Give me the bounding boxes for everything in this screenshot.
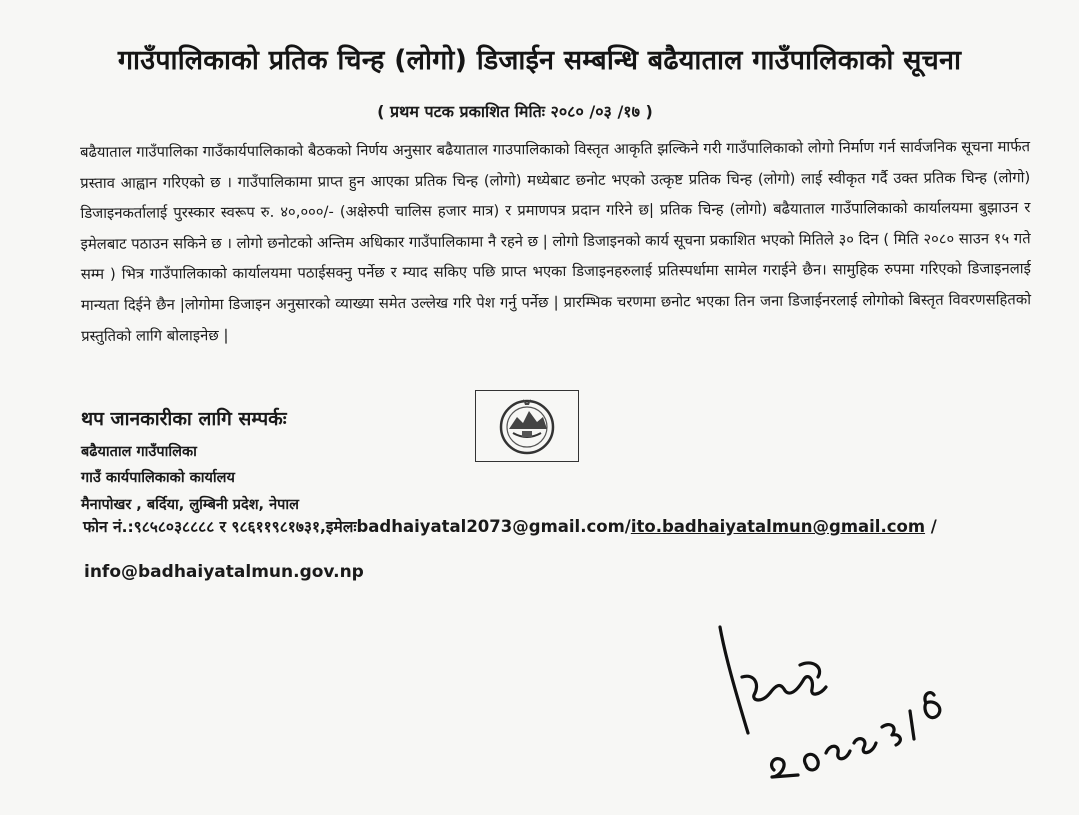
publication-date: ( प्रथम पटक प्रकाशित मितिः २०८० /०३ /१७ ) xyxy=(377,102,653,121)
email-link-1[interactable]: badhaiyatal2073@gmail.com xyxy=(356,517,625,536)
logo-frame xyxy=(475,390,579,462)
email-trailing-separator: / xyxy=(925,517,937,536)
notice-body: बढैयाताल गाउँपालिका गाउँकार्यपालिकाको बैठकको निर्णय अनुसार बढैयाताल गाउपालिकाको विस्तृत आकृति झल्किने गरी गाउँपालिकाको लोगो निर्माण गर्न सार्वजनिक सूचना मार्फत प्रस्ताव आह्वान गरिएको छ । गाउँपालिकामा प्राप्त हुन आएका प्रतिक चिन्ह (लोगो) मध्येबाट छनोट भएको उत्कृष्ट प्रतिक चिन्ह (लोगो) लाई स्वीकृत गर्दै उक्त प्रतिक चिन्ह (लोगो) डिजाइनकर्तालाई पुरस्कार स्वरूप रु. ४०,०००/- (अक्षेरुपी चालिस हजार मात्र) र प्रमाणपत्र प्रदान गरिने छ| प्रतिक चिन्ह (लोगो) बढैयाताल गाउँपालिकाको कार्यालयमा बुझाउन र इमेलबाट पठाउन सकिने छ । लोगो छनोटको अन्तिम अधिकार गाउँपालिकामा नै रहने छ | लोगो डिजाइनको कार्य सूचना प्रकाशित भएको मितिले ३० दिन ( मिति २०८० साउन १५ गते सम्म ) भित्र गाउँपालिकाको कार्यालयमा पठाईसक्नु पर्नेछ र म्याद सकिए पछि प्राप्त भएका डिजाइनहरुलाई प्रतिस्पर्धामा सामेल गराईने छैन। सामुहिक रुपमा गरिएको डिजाइनलाई मान्यता दिईने छैन |लोगोमा डिजाइन अनुसारको व्याख्या समेत उल्लेख गरि पेश गर्नु पर्नेछ | प्रारम्भिक चरणमा छनोट भएका तिन जना डिजाईनरलाई लोगोको बिस्तृत विवरणसहितको प्रस्तुतिको लागि बोलाइनेछ | xyxy=(80,138,1032,345)
contact-heading: थप जानकारीका लागि सम्पर्कः xyxy=(81,408,287,430)
notice-title: गाउँपालिकाको प्रतिक चिन्ह (लोगो) डिजाईन सम्बन्धि बढैयाताल गाउँपालिकाको सूचना xyxy=(117,45,962,76)
contact-office: गाउँ कार्यपालिकाको कार्यालय xyxy=(81,470,235,486)
phone-email-line xyxy=(83,515,1003,537)
email-link-3[interactable]: info@badhaiyatalmun.gov.np xyxy=(84,562,364,582)
phone-numbers: फोन नं.:९८५८०३८८८८ र ९८६११९८१७३१,इमेलः xyxy=(83,518,357,536)
contact-address: मैनापोखर , बर्दिया, लुम्बिनी प्रदेश, नेपाल xyxy=(81,497,299,513)
municipality-seal-icon xyxy=(495,395,559,457)
contact-municipality: बढैयाताल गाउँपालिका xyxy=(81,444,197,460)
handwritten-date: २०८०।३।१६ xyxy=(700,800,709,802)
email-separator: / xyxy=(624,517,631,536)
handwritten-signature xyxy=(700,615,1000,805)
email-link-2[interactable]: ito.badhaiyatalmun@gmail.com xyxy=(630,517,926,536)
